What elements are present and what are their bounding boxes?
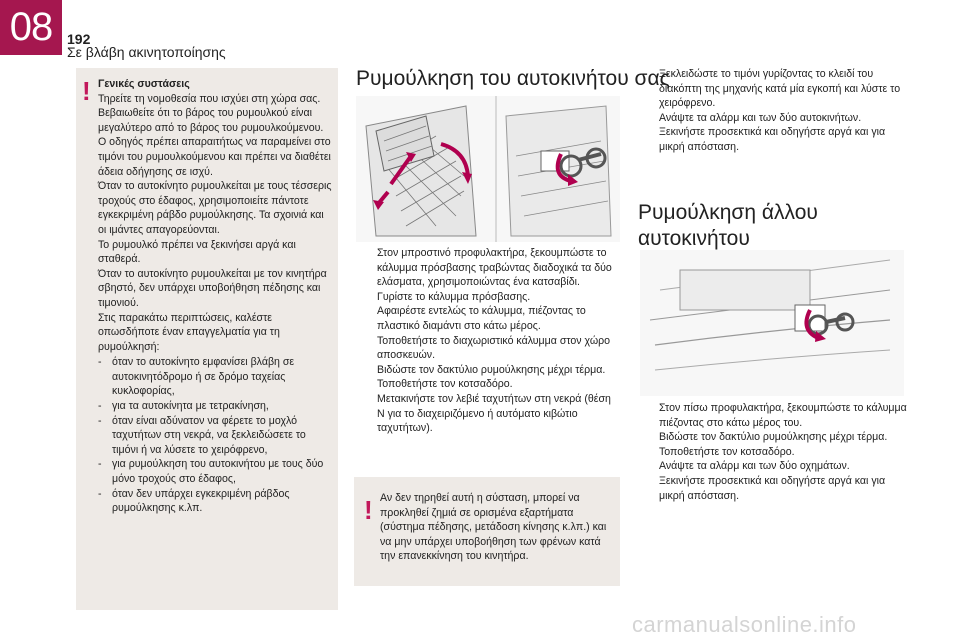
- step-item: [638, 445, 908, 460]
- own-vehicle-steps-continued: [638, 67, 908, 155]
- step-item: [638, 459, 908, 474]
- step-text: Ανάψτε τα αλάρμ και των δύο αυτοκινήτων.: [659, 111, 862, 124]
- section-title: Σε βλάβη ακινητοποίησης: [67, 44, 226, 60]
- other-vehicle-steps: [638, 401, 908, 503]
- rear-bumper-illustration: [640, 250, 904, 396]
- professional-cases-list: [98, 355, 334, 516]
- own-vehicle-title: Ρυμούλκηση του αυτοκινήτου σας: [356, 67, 670, 90]
- front-bumper-illustration: [356, 96, 620, 242]
- step-text: Ξεκινήστε προσεκτικά και οδηγήστε αργά και για μικρή απόσταση.: [659, 474, 886, 502]
- step-item: [638, 67, 908, 111]
- step-text: Στον πίσω προφυλακτήρα, ξεκουμπώστε το κάλυμμα πιέζοντας στο κάτω μέρος του.: [659, 402, 907, 429]
- step-item: [356, 363, 620, 378]
- step-text: Βιδώστε τον δακτύλιο ρυμούλκησης μέχρι τέρμα.: [659, 431, 888, 444]
- list-item: [98, 355, 334, 399]
- brake-assist-warning-box: [354, 477, 620, 586]
- paragraph: Όταν το αυτοκίνητο ρυμουλκείται με τους τέσσερις τροχούς στο έδαφος, χρησιμοποιείτε πάντοτε εγκεκριμένη ράβδο ρυμούλκησης. Τα σχοινιά και οι ιμάντες απαγορεύονται.: [98, 180, 332, 236]
- other-vehicle-title: [638, 200, 818, 252]
- list-item-text: όταν είναι αδύνατον να φέρετε το μοχλό ταχυτήτων στη νεκρά, να ξεκλειδώσετε το τιμόνι ή να λύσετε το χειρόφρενο,: [112, 414, 306, 456]
- paragraph: Βεβαιωθείτε ότι το βάρος του ρυμουλκού είναι μεγαλύτερο από το βάρος του ρυμουλκούμενου.: [98, 107, 324, 134]
- step-text: Τοποθετήστε το διαχωριστικό κάλυμμα στον χώρο αποσκευών.: [377, 334, 611, 362]
- step-text: Στον μπροστινό προφυλακτήρα, ξεκουμπώστε το κάλυμμα πρόσβασης τραβώντας διαδοχικά τα δύο ελάσματα, χρησιμοποιώντας ένα κατσαβίδι.: [377, 247, 612, 289]
- step-item: [638, 125, 908, 154]
- step-text: Ξεκλειδώστε το τιμόνι γυρίζοντας το κλειδί του διακόπτη της μηχανής κατά μία εγκοπή και λύστε το χειρόφρενο.: [659, 68, 901, 110]
- step-text: Τοποθετήστε τον κοτσαδόρο.: [377, 378, 513, 391]
- dash: -: [98, 487, 102, 500]
- step-text: Ανάψτε τα αλάρμ και των δύο οχημάτων.: [659, 460, 850, 473]
- page-number: 192: [67, 31, 91, 47]
- step-text: Μετακινήστε τον λεβιέ ταχυτήτων στη νεκρά (θέση N για το διαχειριζόμενο ή αυτόματο κιβώτιο ταχυτήτων).: [377, 392, 611, 435]
- step-item: [356, 290, 620, 305]
- warning-icon: !: [82, 76, 91, 106]
- step-text: Ξεκινήστε προσεκτικά και οδηγήστε αργά και για μικρή απόσταση.: [659, 126, 886, 153]
- step-item: [356, 377, 620, 392]
- list-item: [98, 457, 334, 486]
- other-vehicle-title-line1: Ρυμούλκηση άλλου: [638, 201, 818, 224]
- dash: -: [98, 414, 102, 427]
- dash: -: [98, 458, 102, 471]
- step-item: [638, 430, 908, 445]
- general-recommendations-text: [98, 77, 334, 516]
- brake-assist-warning-text: Αν δεν τηρηθεί αυτή η σύσταση, μπορεί να προκληθεί ζημιά σε ορισμένα εξαρτήματα (σύστημα πέδησης, μετάδοση κίνησης κ.λπ.) και να μην υπάρχει υποβοήθηση των φρένων κατά την επανεκκίνηση του κινητήρα.: [380, 492, 607, 563]
- other-vehicle-title-line2: αυτοκινήτου: [638, 227, 750, 250]
- dash: -: [98, 356, 102, 369]
- list-item-text: όταν το αυτοκίνητο εμφανίσει βλάβη σε αυτοκινητόδρομο ή σε δρόμο ταχείας κυκλοφορίας,: [112, 356, 295, 398]
- paragraph: Στις παρακάτω περιπτώσεις, καλέστε οπωσδήποτε έναν επαγγελματία για τη ρυμούλκησή:: [98, 311, 280, 353]
- list-item-text: όταν δεν υπάρχει εγκεκριμένη ράβδος ρυμούλκησης κ.λπ.: [112, 487, 290, 515]
- step-text: Βιδώστε τον δακτύλιο ρυμούλκησης μέχρι τέρμα.: [377, 363, 606, 376]
- list-item: [98, 414, 334, 458]
- step-item: [638, 111, 908, 126]
- list-item-text: για ρυμούλκηση του αυτοκινήτου με τους δύο μόνο τροχούς στο έδαφος,: [112, 458, 324, 486]
- step-item: [356, 334, 620, 363]
- step-text: Γυρίστε το κάλυμμα πρόσβασης.: [377, 290, 531, 303]
- paragraph: Το ρυμουλκό πρέπει να ξεκινήσει αργά και σταθερά.: [98, 238, 296, 266]
- step-item: [356, 304, 620, 333]
- warning-icon: !: [364, 495, 373, 525]
- list-item-text: για τα αυτοκίνητα με τετρακίνηση,: [112, 400, 269, 413]
- step-text: Τοποθετήστε τον κοτσαδόρο.: [659, 445, 795, 458]
- dash: -: [98, 400, 102, 413]
- watermark: carmanualsonline.info: [632, 612, 857, 637]
- paragraph: Όταν το αυτοκίνητο ρυμουλκείται με τον κινητήρα σβηστό, δεν υπάρχει υποβοήθηση πέδησης και τιμονιού.: [98, 267, 327, 309]
- general-recommendations-heading: Γενικές συστάσεις: [98, 78, 190, 90]
- step-text: Αφαιρέστε εντελώς το κάλυμμα, πιέζοντας το πλαστικό διαμάντι στο κάτω μέρος.: [377, 305, 586, 332]
- list-item: [98, 399, 334, 414]
- own-vehicle-steps: [356, 246, 620, 436]
- front-towing-eye-drawing: [356, 96, 620, 242]
- step-item: [356, 246, 620, 290]
- step-item: [356, 392, 620, 436]
- step-item: [638, 401, 908, 430]
- step-item: [638, 474, 908, 503]
- chapter-tab: 08: [0, 0, 62, 55]
- list-item: [98, 487, 334, 516]
- paragraph: Ο οδηγός πρέπει απαραιτήτως να παραμείνει στο τιμόνι του ρυμουλκούμενου και πρέπει να διαθέτει άδεια οδήγησης σε ισχύ.: [98, 136, 331, 178]
- rear-towing-eye-drawing: [640, 250, 904, 396]
- paragraph: Τηρείτε τη νομοθεσία που ισχύει στη χώρα σας.: [98, 92, 321, 105]
- general-recommendations-box: [76, 68, 338, 610]
